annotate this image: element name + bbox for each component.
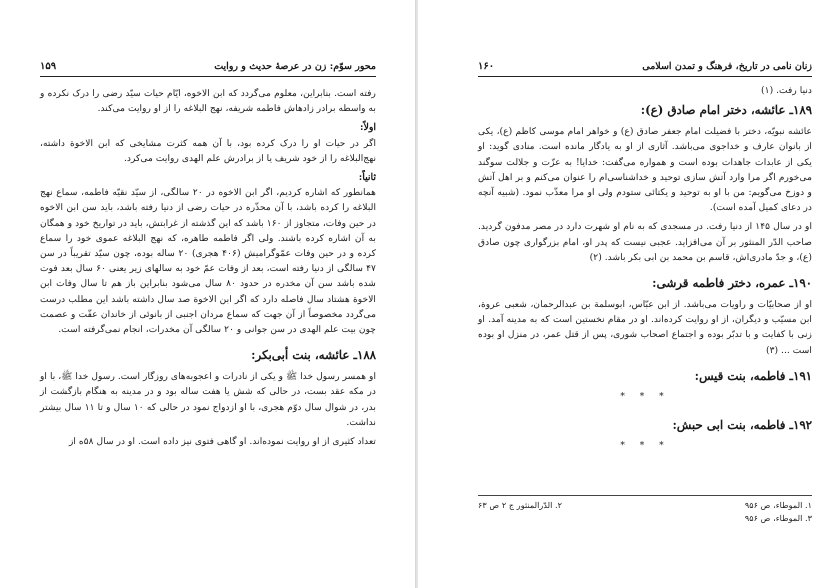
- subheading-secondly: ثانیاً:: [358, 172, 376, 184]
- footnote-row: [478, 499, 812, 512]
- entry-heading-189: ۱۸۹ـ عائشه، دختر امام صادق (ع):: [640, 103, 812, 118]
- footnotes: [478, 495, 812, 524]
- right-page-body: [478, 83, 812, 466]
- right-page-header: [478, 58, 812, 77]
- entry-heading-188: ۱۸۸ـ عائشه، بنت أبی‌بکر:: [251, 348, 376, 363]
- entry-heading-191: ۱۹۱ـ فاطمه، بنت قیس:: [694, 368, 812, 383]
- left-page: [0, 0, 416, 588]
- left-page-number: ۱۵۹: [40, 60, 57, 72]
- paragraph: او در سال ۱۴۵ از دنیا رفت. در مسجدی که به نام او شهرت دارد در مصر مدفون گردید. صاحب الدّر المنثور بر آن می‌افزاید. عجبی نیست که پدر او، امام بزرگواری چون صادق (ع)، و جدّ مادری‌اش، قاسم بن محمد بن ابی بکر باشد. (۲): [478, 221, 813, 263]
- left-page-body: [40, 86, 376, 453]
- right-page-number: ۱۶۰: [478, 60, 495, 72]
- subheading-firstly: اولاً:: [360, 122, 376, 134]
- section-separator-stars: * * *: [620, 441, 670, 452]
- footnote-2: ۲. الدّرالمنثور ج ۲ ص ۶۳: [478, 500, 563, 510]
- footnote-row: [478, 512, 812, 525]
- left-running-title: محور سوّم: زن در عرصهٔ حدیث و روایت: [214, 60, 376, 72]
- right-page: [418, 0, 836, 588]
- entry-heading-190: ۱۹۰ـ عمره، دختر فاطمه قرشی:: [652, 276, 812, 291]
- left-page-header: [40, 58, 376, 77]
- intro-line: دنیا رفت. (۱): [761, 85, 812, 96]
- footnote-1: ۱. الموطاء، ص ۹۵۶: [744, 500, 812, 510]
- section-separator-stars: * * *: [620, 391, 670, 402]
- paragraph: اگر در حیات او را درک کرده بود، با آن همه کثرت مشایخی که ابن الاخوة داشته، نهج‌البلاغه را از خود شریف یا از برادرش علم الهدی روایت می‌کرد.: [40, 137, 376, 164]
- paragraph: تعداد کثیری از او روایت نموده‌اند. او گاهی فتوی نیز داده است. او در سال ۵۸ه از: [68, 436, 376, 448]
- entry-heading-192: ۱۹۲ـ فاطمه، بنت ابی حبش:: [672, 418, 812, 433]
- paragraph: رفته است. بنابراین، معلوم می‌گردد که ابن الاخوه، ایّام حیات سیّد رضی را درک نکرده و به واسطه برادر زادهاش فاطمه شریفه، نهج البلاغه را از او روایت می‌کند.: [40, 88, 376, 115]
- paragraph: او از صحابیّات و راویات می‌باشد. از ابن عبّاس، ابوسلمة بن عبدالرحمان، شعبی عروة، ابن مسیّب و دیگران، از او روایت کرده‌اند. او در مقام نخستین است که به مدینه آمد. او زنی با کفایت و با تدبّر بوده و اجتماع اصحاب شوری، پس از قتل عمر، در منزل او بوده است ... (۳): [478, 299, 812, 356]
- right-running-title: زنان نامی در تاریخ، فرهنگ و تمدن اسلامی: [642, 60, 812, 72]
- paragraph: عائشه نبویّه، دختر با فضیلت امام جعفر صادق (ع) و خواهر امام موسی کاظم (ع)، یکی از بانوان عارف و خداجوی می‌باشد. آثاری از او به یادگار مانده است. منادی گوید: او یکی از عابدات جاهدات بوده است و همواره می‌گفت: خدایا! به عزّت و جلالت سوگند می‌خورم اگر مرا وارد آتش سازی توحید و خداشناسی‌ام را عنوان می‌کنم و بر اهل آتش و دوزخ می‌گویم: من با او به توحید و یکتائی ستودم ولی او مرا معذّب نمود. (شبیه آنچه در دعای کمیل آمده است).: [478, 126, 812, 214]
- paragraph: همانطور که اشاره کردیم، اگر ابن الاخوه در ۲۰ سالگی، از سیّد نقیّه فاطمه، سماع نهج البلاغه را کرده باشد، با آن محذّره در حیات رضی از دنیا رفته باشد، باید سن ابن الاخوه در حین وفات، متجاوز از ۱۶۰ باشد که این گذشته از غرابتش، باید در تواریخ خود و همگان به آن اشاره کرده باشند. ولی اگر فاطمه طاهره، که نهج البلاغه عموی خود را سماع کرده و در حین وفات عمّوگرامیش (۴۰۶ هجری) ۲۰ ساله بوده، چون سیّد تقریباً در سن ۴۷ سالگی از دنیا رفته است، بعد از وفات عمّ خود به سالهای زیر یعنی ۶۰ سال بعد فوت شده باشد سن آن مخدره در حدود ۸۰ سال می‌شود بنابراین باز هم تا سال وفات ابن الاخوة هشتاد سال فاصله دارد که اگر ابن الاخوة صد سال داشته باشد این مطلب درست می‌گردد مخصوصاً از آن جهت که سماع مردان اجنبی از بانوئی از خاندان عفّت و عصمت چون بیت علم الهدی در سن جوانی و ۲۰ سالگی آن مخدرات، انجام نمی‌گرفته است.: [40, 187, 377, 336]
- paragraph: او همسر رسول خدا ﷺ و یکی از نادرات و اعجوبه‌های روزگار است. رسول خدا ﷺ، با او در مکه عقد بست، در حالی که شش یا هفت ساله بود و در مدینه به هنگام بازگشت از بدر، در شوال سال دوّم هجری، با او ازدواج نمود در حالی که ۱۰ سال و تا ۱۱ سال بیشتر نداشت.: [40, 371, 376, 428]
- footnote-3: ۳. الموطاء، ص ۹۵۶: [744, 512, 812, 523]
